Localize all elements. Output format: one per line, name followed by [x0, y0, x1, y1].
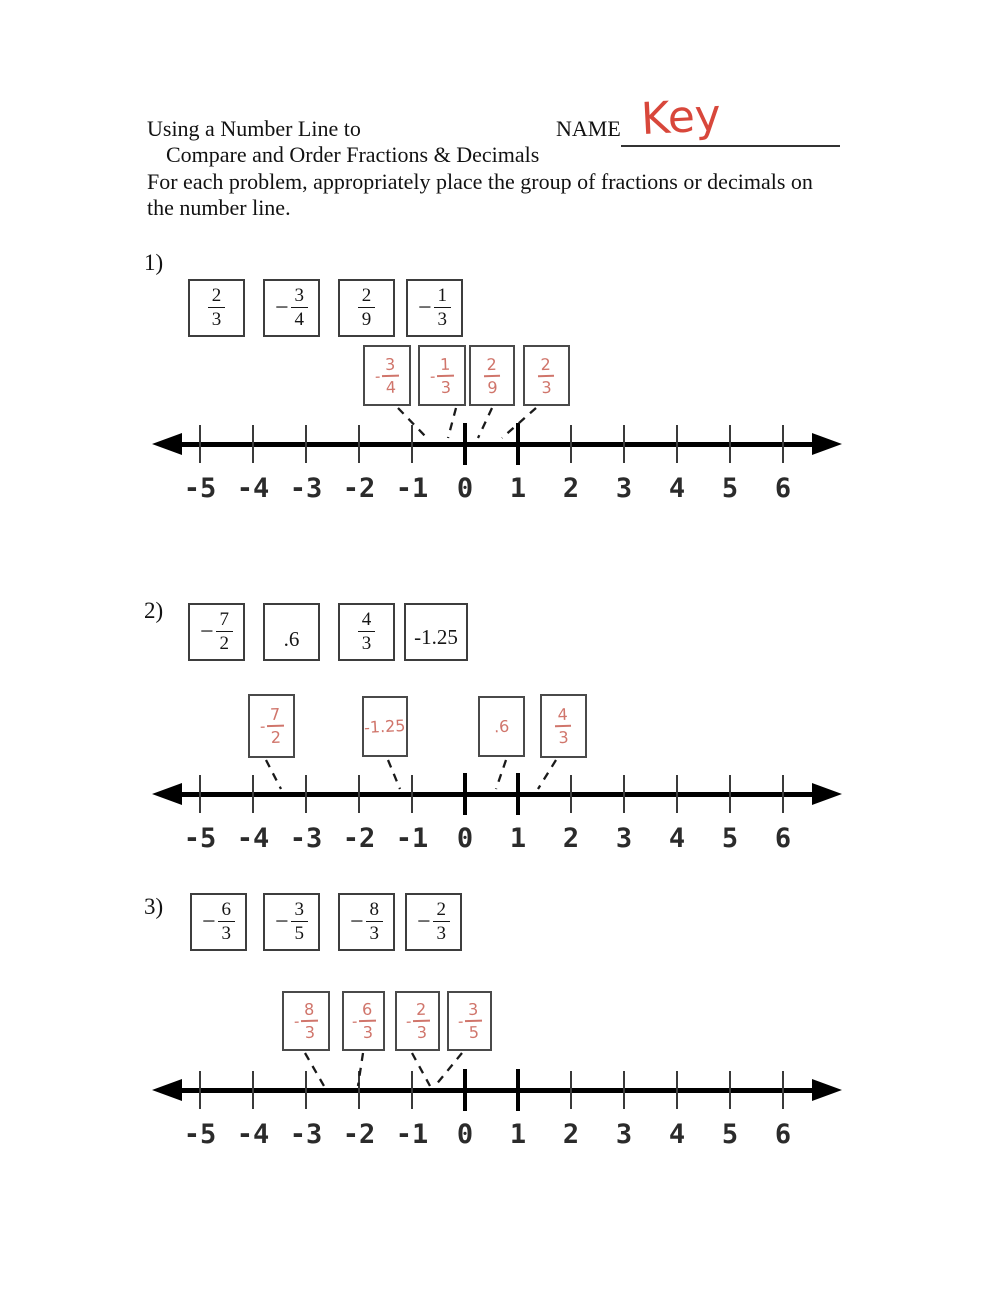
tick	[782, 775, 784, 813]
minus-sign: −	[349, 909, 364, 935]
fraction-value	[350, 900, 383, 944]
fraction-tile	[338, 279, 395, 337]
denominator: 3	[541, 377, 553, 397]
connector-p2-0-6	[496, 760, 506, 789]
tick	[782, 425, 784, 463]
connector-p2-4-3	[538, 760, 556, 789]
numerator: 8	[366, 900, 384, 922]
tick	[463, 423, 467, 465]
tick-label: -1	[395, 1119, 429, 1150]
handwritten-decimal: .6	[493, 716, 510, 737]
numerator: 3	[382, 355, 399, 377]
fraction-value	[275, 900, 308, 944]
tick	[463, 773, 467, 815]
worksheet-title-line2: Compare and Order Fractions & Decimals	[166, 142, 540, 167]
tick	[623, 775, 625, 813]
connector-p3-neg8-3	[305, 1053, 324, 1086]
arrow-left-icon	[152, 433, 182, 455]
tick-label: -5	[183, 823, 217, 854]
tick-label: -3	[289, 823, 323, 854]
tick	[623, 1071, 625, 1109]
number-line-axis	[163, 792, 818, 797]
tick-label: -4	[236, 473, 270, 504]
instructions-line2: the number line.	[147, 195, 291, 220]
handwritten-fraction	[538, 355, 556, 396]
tick-label: 1	[509, 823, 527, 854]
numerator: 3	[291, 900, 309, 922]
tick	[358, 1071, 360, 1109]
tick-label: 4	[668, 823, 686, 854]
numerator: 2	[538, 355, 555, 377]
denominator: 3	[558, 727, 570, 748]
tick	[676, 775, 678, 813]
tick	[199, 775, 201, 813]
tick	[676, 425, 678, 463]
connector-p2-neg1-25	[388, 760, 400, 789]
arrow-left-icon	[152, 783, 182, 805]
tick-label: 5	[721, 1119, 739, 1150]
handwritten-name: Key	[639, 89, 723, 146]
minus-sign: −	[417, 295, 432, 321]
handwritten-fraction	[374, 355, 399, 396]
answer-box[interactable]	[362, 696, 408, 757]
tick-label: -5	[183, 473, 217, 504]
fraction-value	[418, 286, 451, 330]
minus-sign: −	[201, 909, 216, 935]
tick-label: 0	[456, 1119, 474, 1150]
denominator: 2	[219, 633, 230, 654]
tick-label: 5	[721, 823, 739, 854]
tick-label: -3	[289, 1119, 323, 1150]
answer-box[interactable]	[469, 345, 515, 406]
tick-label: -2	[342, 473, 376, 504]
numerator: 2	[358, 286, 376, 308]
tick	[252, 775, 254, 813]
tick-label: -1	[395, 823, 429, 854]
handwritten-fraction	[483, 355, 501, 396]
fraction-tile	[188, 603, 245, 661]
handwritten-fraction	[555, 706, 573, 747]
minus-sign: -	[374, 366, 381, 385]
arrow-right-icon	[812, 1079, 842, 1101]
tick-label: 6	[774, 473, 792, 504]
fraction-value	[208, 286, 226, 330]
numerator: 4	[555, 706, 572, 728]
problem-2-label: 2)	[144, 598, 164, 623]
denominator: 3	[361, 633, 372, 654]
fraction-value	[417, 900, 450, 944]
tick	[570, 425, 572, 463]
handwritten-fraction	[259, 706, 284, 747]
fraction-value	[202, 900, 235, 944]
tick	[516, 423, 520, 465]
problem-1-label: 1)	[144, 250, 164, 275]
connector-p2-neg7-2	[266, 760, 281, 789]
answer-box[interactable]	[540, 694, 587, 758]
denominator: 9	[486, 377, 498, 397]
tick	[729, 775, 731, 813]
decimal-value: .6	[283, 626, 300, 651]
tick	[199, 1071, 201, 1109]
minus-sign: -	[429, 366, 436, 385]
tick-label: 6	[774, 1119, 792, 1150]
tick	[463, 1069, 467, 1111]
tick-label: -5	[183, 1119, 217, 1150]
tick	[570, 775, 572, 813]
fraction-value	[275, 286, 308, 330]
denominator: 3	[436, 923, 447, 944]
handwritten-fraction	[457, 1001, 482, 1042]
minus-sign: -	[457, 1011, 464, 1030]
tick	[411, 1071, 413, 1109]
tick-label: -4	[236, 1119, 270, 1150]
answer-box[interactable]	[342, 991, 385, 1051]
connector-p1-2-9	[478, 408, 492, 438]
denominator: 5	[468, 1022, 480, 1043]
denominator: 3	[437, 309, 448, 330]
tick	[411, 775, 413, 813]
denominator: 4	[385, 377, 397, 397]
tick-label: 3	[615, 1119, 633, 1150]
number-line-axis	[163, 442, 818, 447]
name-underline	[621, 145, 840, 147]
denominator: 3	[369, 923, 380, 944]
tick	[782, 1071, 784, 1109]
numerator: 7	[266, 706, 283, 728]
tick	[676, 1071, 678, 1109]
denominator: 3	[304, 1022, 316, 1043]
tick	[516, 773, 520, 815]
decimal-tile	[404, 603, 468, 661]
fraction-tile	[338, 603, 395, 661]
answer-box[interactable]	[248, 694, 295, 758]
answer-box[interactable]	[395, 991, 440, 1051]
tick-label: 4	[668, 473, 686, 504]
arrow-right-icon	[812, 433, 842, 455]
denominator: 3	[362, 1022, 374, 1043]
fraction-tile	[263, 893, 320, 951]
minus-sign: -	[405, 1011, 412, 1030]
handwritten-fraction	[429, 355, 454, 396]
numerator: 2	[412, 1001, 429, 1023]
denominator: 5	[294, 923, 305, 944]
tick	[199, 425, 201, 463]
numerator: 7	[216, 610, 234, 632]
denominator: 4	[294, 309, 305, 330]
tick-label: 2	[562, 473, 580, 504]
connector-p3-neg2-3	[412, 1053, 430, 1086]
tick-label: 1	[509, 1119, 527, 1150]
numerator: 2	[483, 355, 500, 377]
worksheet-title-line1: Using a Number Line to	[147, 116, 361, 141]
tick-label: 6	[774, 823, 792, 854]
denominator: 3	[416, 1022, 428, 1043]
name-label: NAME	[556, 116, 621, 141]
handwritten-decimal: -1.25	[363, 715, 407, 738]
answer-box[interactable]	[478, 696, 525, 757]
minus-sign: −	[274, 909, 289, 935]
denominator: 3	[211, 309, 222, 330]
tick	[516, 1069, 520, 1111]
tick-label: -3	[289, 473, 323, 504]
tick-label: 3	[615, 473, 633, 504]
handwritten-fraction	[293, 1001, 318, 1042]
tick-label: -2	[342, 823, 376, 854]
minus-sign: −	[416, 909, 431, 935]
numerator: 4	[358, 610, 376, 632]
tick-label: 2	[562, 823, 580, 854]
connector-p3-neg3-5	[435, 1053, 462, 1086]
handwritten-fraction	[405, 1001, 430, 1042]
tick	[623, 425, 625, 463]
numerator: 2	[208, 286, 226, 308]
tick	[305, 1071, 307, 1109]
numerator: 6	[218, 900, 236, 922]
fraction-tile	[405, 893, 462, 951]
tick	[305, 425, 307, 463]
answer-box[interactable]	[447, 991, 492, 1051]
fraction-value	[358, 286, 376, 330]
answer-box[interactable]	[418, 345, 466, 406]
tick	[358, 425, 360, 463]
tick	[358, 775, 360, 813]
tick-label: 0	[456, 473, 474, 504]
tick-label: -4	[236, 823, 270, 854]
minus-sign: −	[199, 619, 214, 645]
answer-box[interactable]	[282, 991, 330, 1051]
tick	[252, 1071, 254, 1109]
numerator: 8	[301, 1001, 318, 1023]
number-line-axis	[163, 1088, 818, 1093]
tick-label: 2	[562, 1119, 580, 1150]
fraction-tile	[190, 893, 247, 951]
answer-box[interactable]	[363, 345, 411, 406]
denominator: 9	[361, 309, 372, 330]
handwritten-fraction	[351, 1001, 376, 1042]
tick-label: 5	[721, 473, 739, 504]
fraction-tile	[338, 893, 395, 951]
tick	[729, 1071, 731, 1109]
decimal-value: -1.25	[414, 624, 458, 649]
decimal-tile	[263, 603, 320, 661]
tick-label: -1	[395, 473, 429, 504]
tick	[570, 1071, 572, 1109]
problem-3-label: 3)	[144, 894, 164, 919]
numerator: 3	[291, 286, 309, 308]
fraction-tile	[263, 279, 320, 337]
arrow-left-icon	[152, 1079, 182, 1101]
minus-sign: -	[351, 1011, 358, 1030]
arrow-right-icon	[812, 783, 842, 805]
numerator: 2	[433, 900, 451, 922]
tick-label: 4	[668, 1119, 686, 1150]
minus-sign: -	[259, 716, 266, 735]
numerator: 1	[437, 355, 454, 377]
denominator: 3	[440, 377, 452, 397]
fraction-value	[200, 610, 233, 654]
fraction-value	[358, 610, 376, 654]
tick	[252, 425, 254, 463]
tick-label: 0	[456, 823, 474, 854]
tick-label: 3	[615, 823, 633, 854]
connector-p1-neg1-3	[448, 408, 456, 438]
denominator: 3	[221, 923, 232, 944]
tick-label: -2	[342, 1119, 376, 1150]
fraction-tile	[406, 279, 463, 337]
tick	[729, 425, 731, 463]
minus-sign: −	[274, 295, 289, 321]
numerator: 6	[358, 1001, 375, 1023]
tick	[305, 775, 307, 813]
numerator: 3	[464, 1001, 481, 1023]
denominator: 2	[270, 727, 282, 748]
answer-box[interactable]	[523, 345, 570, 406]
numerator: 1	[434, 286, 452, 308]
tick	[411, 425, 413, 463]
fraction-tile	[188, 279, 245, 337]
instructions-line1: For each problem, appropriately place the group of fractions or decimals on	[147, 169, 813, 194]
minus-sign: -	[293, 1011, 300, 1030]
tick-label: 1	[509, 473, 527, 504]
